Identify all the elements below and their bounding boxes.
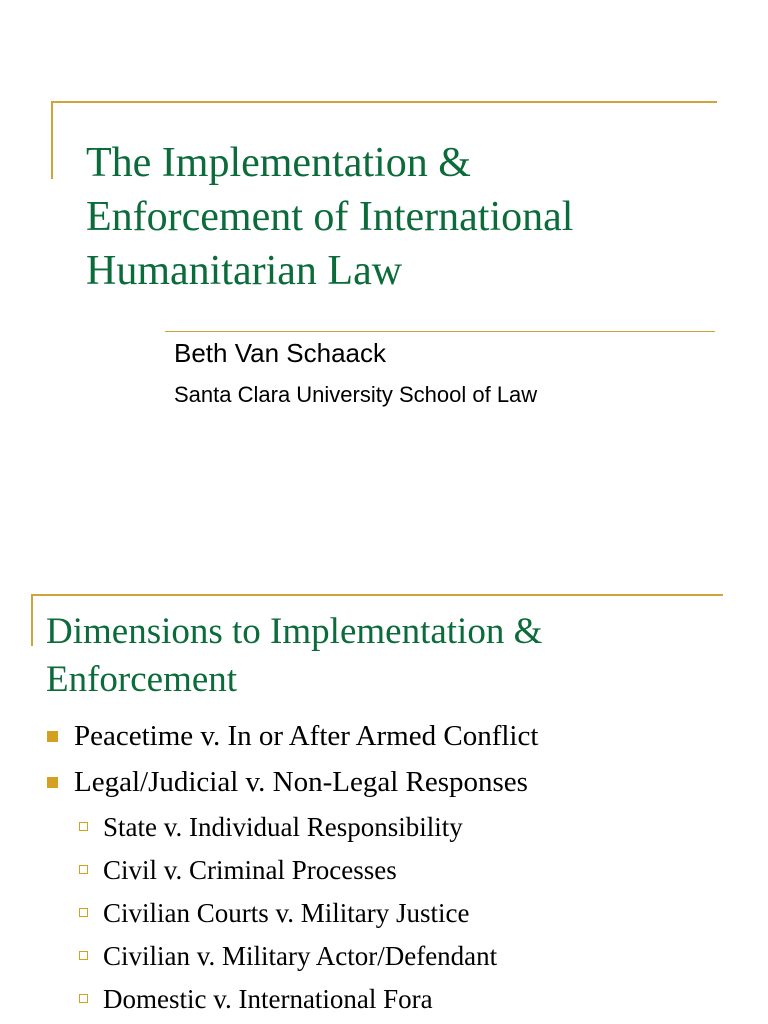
sub-bullet-item [103,941,497,972]
sub-bullet-text: State v. Individual Responsibility [103,812,463,842]
sub-bullet-item [103,855,397,886]
author-name: Beth Van Schaack [174,338,386,368]
sub-bullet-item [103,984,433,1015]
content-slide [0,560,768,1024]
subtitle-rule [165,331,715,332]
content-title-line-2: Enforcement [46,659,238,700]
hollow-square-bullet-icon [79,908,88,917]
slide-title-line-3: Humanitarian Law [86,248,403,294]
sub-bullet-item [103,898,469,929]
filled-square-bullet-icon [47,731,58,742]
sub-bullet-text: Civilian Courts v. Military Justice [103,898,470,928]
slide-title-line-1: The Implementation & [86,140,471,186]
hollow-square-bullet-icon [79,951,88,960]
bullet-item [74,766,528,799]
slide-title [86,136,706,298]
content-title [46,608,746,704]
bullet-text: Legal/Judicial v. Non-Legal Responses [74,766,528,798]
hollow-square-bullet-icon [79,994,88,1003]
content-rule-vertical [31,594,33,646]
content-rule-horizontal [31,594,723,596]
author-affiliation: Santa Clara University School of Law [174,382,538,407]
bullet-item [74,720,538,753]
hollow-square-bullet-icon [79,865,88,874]
sub-bullet-text: Domestic v. International Fora [103,984,433,1014]
sub-bullet-text: Civilian v. Military Actor/Defendant [103,941,498,971]
filled-square-bullet-icon [47,777,58,788]
sub-bullet-item [103,812,463,843]
slide-title-line-2: Enforcement of International [86,194,574,240]
title-rule-horizontal [51,101,717,103]
bullet-text: Peacetime v. In or After Armed Conflict [74,720,539,752]
title-rule-vertical [51,101,53,179]
content-title-line-1: Dimensions to Implementation & [46,611,543,652]
hollow-square-bullet-icon [79,822,88,831]
sub-bullet-text: Civil v. Criminal Processes [103,855,397,885]
